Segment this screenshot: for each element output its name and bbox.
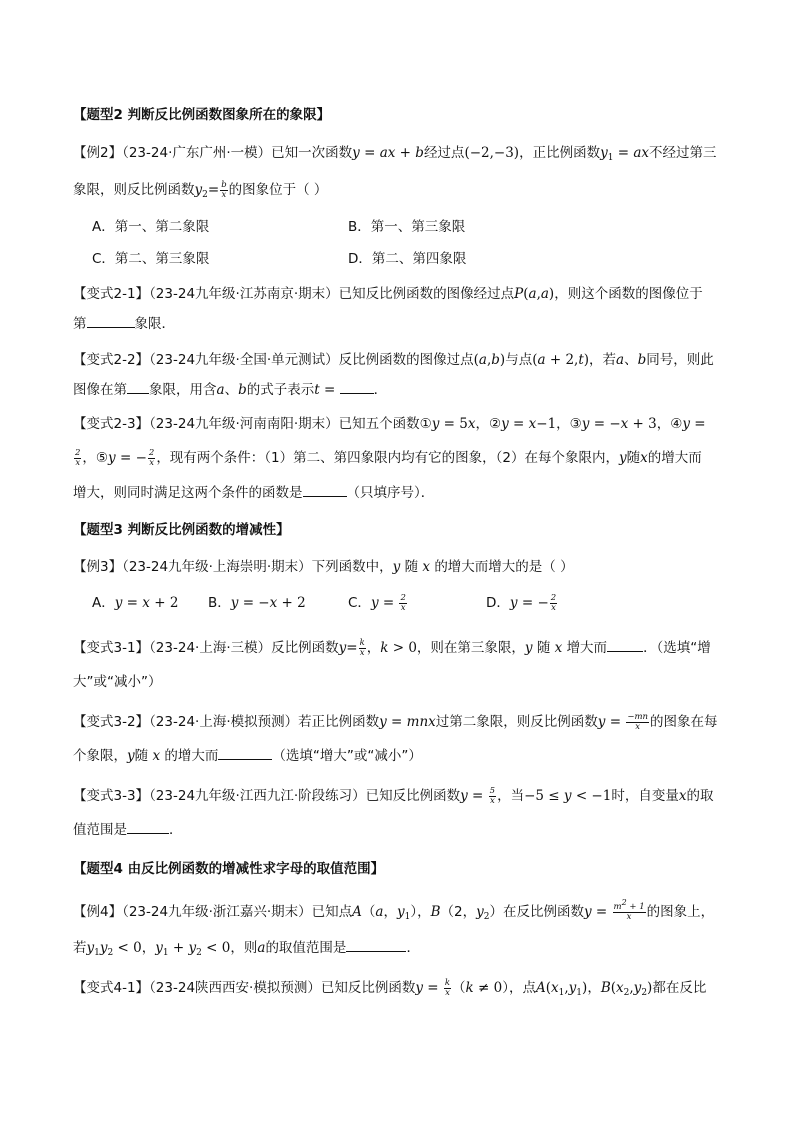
example-4-line-1: 【例4】（23-24九年级·浙江嘉兴·期末）已知点A（a，$y_1$），B（2，$y_2$）在反比例函数y = $\frac{m^2 + 1}{x}$ 的图象上， <box>73 897 715 922</box>
variant-2-2-line-2: 图像在第 象限，用含a、b的式子表示t = ． <box>73 382 388 398</box>
answer-blank[interactable] <box>303 483 347 497</box>
example-2-option-a: A．第一、第二象限 <box>92 219 210 235</box>
example-3-option-d: D．y = − $\frac{2}{x}$ <box>486 592 557 613</box>
variant-3-1-line-1: 【变式3-1】（23-24·上海·三模）反比例函数y= $\frac{k}{x}$ ，k > 0，则在第三象限，y 随 x 增大而 ．（选填“增 <box>73 637 711 658</box>
variant-3-3-line-2: 值范围是 ． <box>73 822 183 838</box>
example-2-option-d: D．第二、第四象限 <box>348 251 467 267</box>
variant-3-2-line-2: 个象限，y随 x 的增大而 （选填“增大”或“减小”） <box>73 748 422 764</box>
variant-3-3-line-1: 【变式3-3】（23-24九年级·江西九江·阶段练习）已知反比例函数y = $\frac{5}{x}$ ，当−5 ≤ y < −1时，自变量x的取 <box>73 785 714 806</box>
variant-3-2-line-1: 【变式3-2】（23-24·上海·模拟预测）若正比例函数y = mnx过第二象限，则反比例函数y = $\frac{-mn}{x}$ 的图象在每 <box>73 711 718 732</box>
variant-2-1-line-2: 第 象限． <box>73 316 175 332</box>
answer-blank[interactable] <box>346 938 406 952</box>
variant-3-1-line-2: 大”或“减小”） <box>73 674 162 690</box>
answer-blank[interactable] <box>218 746 272 760</box>
answer-blank[interactable] <box>127 380 149 394</box>
answer-blank[interactable] <box>87 314 135 328</box>
variant-4-1-line-1: 【变式4-1】（23-24陕西西安·模拟预测）已知反比例函数y = $\frac{k}{x}$ （k ≠ 0），点$A(x_1,y_1)$，$B(x_2,y_2)$都在反比 <box>73 977 707 998</box>
variant-2-3-line-3: 增大，则同时满足这两个条件的函数是 （只填序号）． <box>73 485 435 501</box>
example-2-option-c: C．第二、第三象限 <box>92 251 210 267</box>
variant-2-3-line-2: $\frac{2}{x}$ ，⑤y = − $\frac{2}{x}$ ，现有两个条件：（1）第二、第四象限内均有它的图象，（2）在每个象限内，y随x的增大而 <box>75 447 702 468</box>
answer-blank[interactable] <box>607 638 643 652</box>
variant-2-3-line-1: 【变式2-3】（23-24九年级·河南南阳·期末）已知五个函数①y = 5x，②y = x−1，③y = −x + 3，④y = <box>73 416 706 432</box>
example-3-option-c: C．y = $\frac{2}{x}$ <box>348 592 406 613</box>
example-3-option-a: A．y = x + 2 <box>92 595 179 611</box>
example-2-line-1: 【例2】（23-24·广东广州·一模）已知一次函数y = ax + b经过点(−2,−3)，正比例函数$y_1$ = ax不经过第三 <box>73 145 717 163</box>
section-title-type2: 【题型2 判断反比例函数图象所在的象限】 <box>73 107 331 123</box>
example-3-line-1: 【例3】（23-24九年级·上海崇明·期末）下列函数中，y 随 x 的增大而增大的是（ ） <box>73 559 574 575</box>
example-2-line-2: 象限，则反比例函数$y_2=$ $\frac{b}{x}$ 的图象位于（ ） <box>73 179 328 200</box>
section-title-type4: 【题型4 由反比例函数的增减性求字母的取值范围】 <box>73 861 385 877</box>
variant-2-2-line-1: 【变式2-2】（23-24九年级·全国·单元测试）反比例函数的图像过点(a,b)与点(a + 2,t)，若a、b同号，则此 <box>73 352 714 368</box>
answer-blank[interactable] <box>127 820 169 834</box>
section-title-type3: 【题型3 判断反比例函数的增减性】 <box>73 522 290 538</box>
example-4-line-2: 若$y_1y_2 < 0$，$y_1 + y_2 < 0$，则a的取值范围是 ． <box>73 940 420 958</box>
example-3-option-b: B．y = −x + 2 <box>208 595 306 611</box>
answer-blank[interactable] <box>340 380 374 394</box>
example-2-option-b: B．第一、第三象限 <box>348 219 466 235</box>
variant-2-1-line-1: 【变式2-1】（23-24九年级·江苏南京·期末）已知反比例函数的图像经过点P(a,a)，则这个函数的图像位于 <box>73 286 703 302</box>
